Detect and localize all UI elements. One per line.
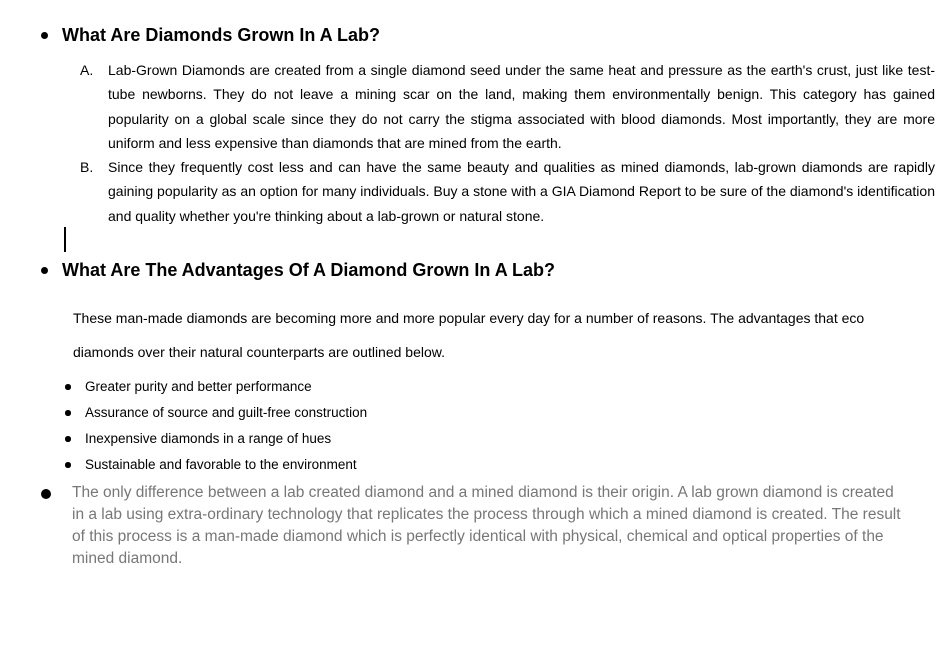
list-item[interactable] xyxy=(62,374,948,400)
note-text: The only difference between a lab created diamond and a mined diamond is their origin. A lab grown diamond is created in a lab using extra-ordinary technology that replicates the process through which a mined diamond is created. The result of this process is a man-made diamond which is perfectly identical with physical, chemical and optical properties of the mined diamond. xyxy=(72,484,901,568)
list-marker: A. xyxy=(80,62,94,78)
list-item-text: Lab-Grown Diamonds are created from a single diamond seed under the same heat and pressure as the earth's crust, just like test-tube newborns. They do not leave a mining scar on the land, making them environmentally benign. This category has gained popularity on a global scale since they do not carry the stigma associated with blood diamonds. Most importantly, they are more uniform and less expensive than diamonds that are mined from the earth. xyxy=(108,62,935,151)
text-cursor xyxy=(64,227,66,252)
section-heading-advantages[interactable] xyxy=(0,259,948,281)
list-item-text: Sustainable and favorable to the environment xyxy=(85,457,357,473)
bullet-icon xyxy=(41,32,48,39)
advantages-list xyxy=(62,374,948,478)
alpha-list xyxy=(0,58,948,228)
bullet-icon xyxy=(41,489,51,499)
bullet-icon xyxy=(41,267,48,274)
bullet-icon xyxy=(65,384,71,390)
list-item-text: Since they frequently cost less and can have the same beauty and qualities as mined diamonds, lab-grown diamonds are rapidly gaining popularity as an option for many individuals. Buy a stone with a GIA Diamond Report to be sure of the diamond's identification and quality whether you're thinking about a lab-grown or natural stone. xyxy=(108,159,935,224)
list-item-text: Assurance of source and guilt-free construction xyxy=(85,405,368,421)
list-item[interactable] xyxy=(62,400,948,426)
bullet-icon xyxy=(65,462,71,468)
intro-paragraph[interactable] xyxy=(73,301,903,369)
bullet-icon xyxy=(65,436,71,442)
list-item[interactable] xyxy=(62,452,948,478)
list-item-text: Greater purity and better performance xyxy=(85,379,312,395)
alpha-list-item-a[interactable] xyxy=(80,58,935,155)
heading-text: What Are The Advantages Of A Diamond Grown In A Lab? xyxy=(62,260,556,281)
list-marker: B. xyxy=(80,159,94,176)
heading-text: What Are Diamonds Grown In A Lab? xyxy=(62,25,381,45)
list-item[interactable] xyxy=(62,426,948,452)
section-heading-lab-grown[interactable] xyxy=(0,24,948,46)
list-item-text: Inexpensive diamonds in a range of hues xyxy=(85,431,332,447)
intro-text: These man-made diamonds are becoming more and more popular every day for a number of reasons. The advantages that eco diamonds over their natural counterparts are outlined below. xyxy=(73,310,865,361)
alpha-list-item-b[interactable] xyxy=(80,155,935,228)
note-paragraph[interactable] xyxy=(72,482,907,570)
bullet-icon xyxy=(65,410,71,416)
